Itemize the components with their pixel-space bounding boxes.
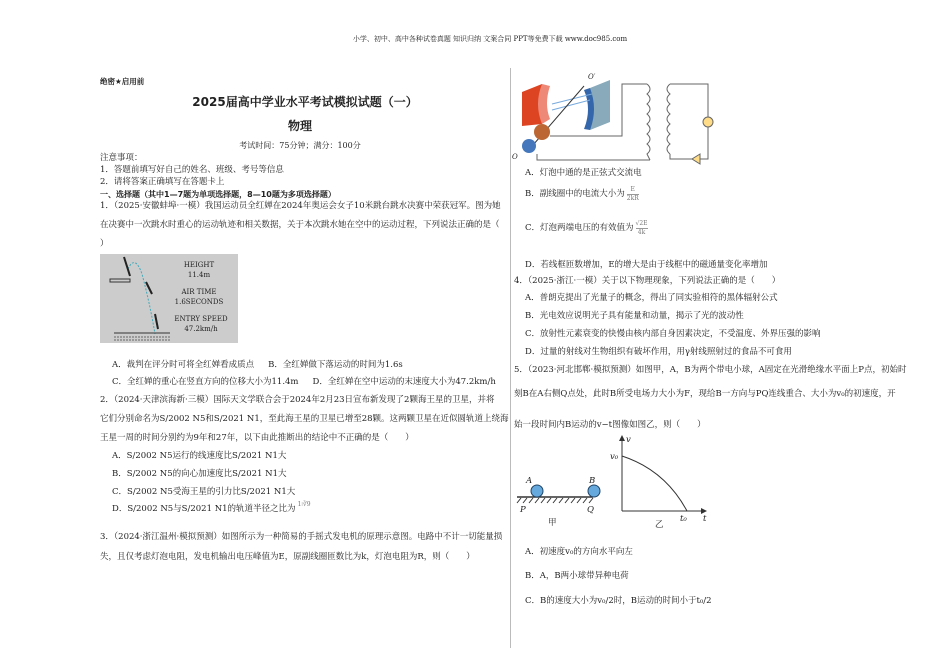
ball-a-icon <box>531 485 543 497</box>
q4-option-b[interactable]: B．光电效应说明光子具有能量和动量，揭示了光的波动性 <box>525 311 744 321</box>
column-divider <box>510 68 511 648</box>
q1-option-a[interactable]: A．裁判在评分时可将全红婵看成质点 <box>112 360 255 370</box>
q3-option-b[interactable]: B．副线圈中的电流大小为 <box>525 189 625 199</box>
q2-option-b[interactable]: B．S/2002 N5的向心加速度比S/2021 N1大 <box>112 469 287 479</box>
question-2-text: 它们分别命名为S/2002 N5和S/2021 N1，至此海王星的卫星已增至28颗。这两颗卫星在近似圆轨道上绕海 <box>100 414 509 424</box>
figure-label: HEIGHT <box>183 261 215 269</box>
label-yi: 乙 <box>655 520 664 530</box>
q4-option-a[interactable]: A．普朗克提出了光量子的概念，得出了同实验相符的黑体辐射公式 <box>525 293 778 303</box>
note-item: 2．请将答案正确填写在答题卡上 <box>100 177 225 187</box>
label-t: t <box>703 514 707 524</box>
question-1-text: 在决赛中一次跳水时重心的运动轨迹和相关数据，关于本次跳水她在空中的运动过程，下列说法正确的是（ <box>100 220 500 230</box>
question-5-text: 刻B在A右侧Q点处，此时B所受电场力大小为F，现给B一方向与PQ连线重合、大小为v₀的初速度，开 <box>514 389 896 399</box>
diode-icon <box>692 154 700 164</box>
formula-denominator: 4k <box>637 229 646 236</box>
q3-option-d[interactable]: D．若线框匝数增加，E的增大是由于线框中的磁通量变化率增加 <box>525 260 768 270</box>
subject-title: 物理 <box>287 119 313 133</box>
secret-label: 绝密★启用前 <box>100 77 145 86</box>
question-1-text: ） <box>100 239 109 249</box>
q2-option-d[interactable]: D．S/2002 N5与S/2021 N1的轨道半径之比为 <box>112 504 296 514</box>
q1-option-d[interactable]: D．全红婵在空中运动的末速度大小为47.2km/h <box>312 377 496 387</box>
question-5-text: 5．（2023·河北邯郸·模拟预测）如图甲，A，B为两个带电小球，A固定在光滑绝缘水平面上P点，初始时 <box>514 365 907 375</box>
q1-option-b[interactable]: B．全红婵做下落运动的时间为1.6s <box>268 360 403 370</box>
diving-figure <box>100 254 238 343</box>
axis-label-o-prime: O′ <box>588 73 596 81</box>
q5-option-a[interactable]: A．初速度v₀的方向水平向左 <box>525 547 633 557</box>
q5-option-c[interactable]: C．B的速度大小为v₀/2时，B运动的时间小于t₀/2 <box>525 596 712 606</box>
q3-option-c[interactable]: C．灯泡两端电压的有效值为 <box>525 223 634 233</box>
figure-value: 1.6SECONDS <box>174 298 224 306</box>
formula-denominator: 2kR <box>626 195 639 202</box>
q4-option-c[interactable]: C．放射性元素衰变的快慢由核内部自身因素决定，不受温度、外界压强的影响 <box>525 329 821 339</box>
axis-label-o: O <box>512 153 518 161</box>
q2-option-c[interactable]: C．S/2002 N5受海王星的引力比S/2021 N1大 <box>112 487 296 497</box>
q3-c-formula <box>636 220 648 237</box>
q5-option-b[interactable]: B．A，B两小球带异种电荷 <box>525 571 629 581</box>
figure-value: 11.4m <box>187 271 211 279</box>
figure-label: ENTRY SPEED <box>174 315 228 323</box>
question-5-text: 始一段时间内B运动的v−t图像如图乙，则（ ） <box>514 420 706 430</box>
label-t0: t₀ <box>680 514 687 524</box>
q2-option-a[interactable]: A．S/2002 N5运行的线速度比S/2021 N1大 <box>112 451 287 461</box>
formula-numerator: √2E <box>635 220 648 227</box>
label-jia: 甲 <box>548 518 557 528</box>
question-2-text: 2．（2024·天津滨海新·三模）国际天文学联合会于2024年2月23日宣布新发现了2颗海王星的卫星，并将 <box>100 395 495 405</box>
vt-curve <box>622 456 687 511</box>
page-title: 2025届高中学业水平考试模拟试题（一） <box>192 95 418 109</box>
exam-info: 考试时间：75分钟；满分：100分 <box>239 141 361 150</box>
q3-b-formula <box>627 186 639 203</box>
section-heading: 一、选择题（其中1—7题为单项选择题，8—10题为多项选择题） <box>100 190 336 199</box>
question-4-text: 4．（2025·浙江·一模）关于以下物理现象，下列说法正确的是（ ） <box>514 276 781 286</box>
question-1-text: 1．（2025·安徽蚌埠·一模）我国运动员全红婵在2024年奥运会女子10米跳台跳水决赛中荣获冠军。图为她 <box>100 201 501 211</box>
figure-label: AIR TIME <box>181 288 217 296</box>
label-a: A <box>526 476 533 486</box>
generator-diagram <box>512 74 737 166</box>
q3-option-b-row <box>525 186 639 203</box>
label-v0: v₀ <box>610 452 619 462</box>
notes-heading: 注意事项： <box>100 153 143 163</box>
label-v: v <box>626 435 631 445</box>
question-2-text: 王星一周的时间分别约为9年和27年，以下由此推断出的结论中不正确的是（ ） <box>100 433 414 443</box>
formula-numerator: E <box>627 186 639 195</box>
lamp-icon <box>703 117 713 127</box>
q2-d-formula: 1∶∛9 <box>297 501 311 508</box>
question-3-text: 3．（2024·浙江温州·模拟预测）如图所示为一种简易的手摇式发电机的原理示意图。电路中不计一切能量损 <box>100 532 503 542</box>
q4-option-d[interactable]: D．过量的射线对生物组织有破坏作用，用γ射线照射过的食品不可食用 <box>525 347 792 357</box>
q3-option-a[interactable]: A．灯泡中通的是正弦式交流电 <box>525 168 642 178</box>
q2-option-d-row <box>112 501 311 515</box>
label-q: Q <box>587 505 594 515</box>
q1-options-row <box>112 360 403 371</box>
label-b: B <box>589 476 596 486</box>
q1-options-row <box>112 377 496 388</box>
figure-value: 47.2km/h <box>184 325 218 333</box>
question-3-text: 失，且仅考虑灯泡电阻，发电机输出电压峰值为E，原副线圈匝数比为k，灯泡电阻为R，则（ ） <box>100 552 475 562</box>
note-item: 1．答题前填写好自己的姓名、班级、考号等信息 <box>100 165 284 175</box>
q1-option-c[interactable]: C．全红婵的重心在竖直方向的位移大小为11.4m <box>112 377 299 387</box>
q3-option-c-row <box>525 220 648 237</box>
label-p: P <box>520 505 526 515</box>
page-header[interactable]: 小学、初中、高中各种试卷真题 知识归纳 文案合同 PPT等免费下载 www.doc985.com <box>352 35 628 43</box>
